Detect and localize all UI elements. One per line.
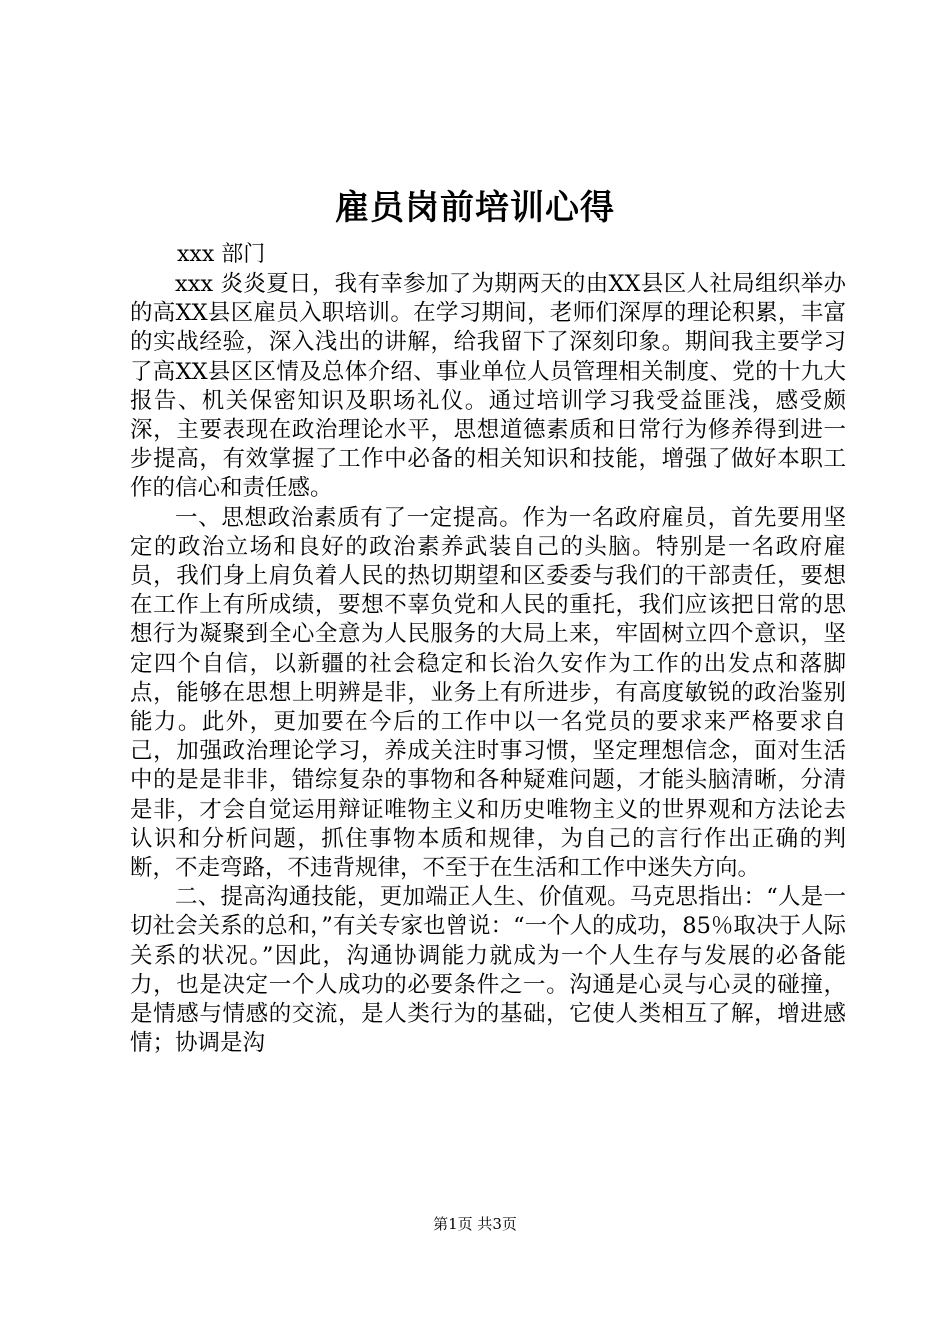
paragraph-political: 一、思想政治素质有了一定提高。作为一名政府雇员，首先要用坚定的政治立场和良好的政治素养武装自己的头脑。特别是一名政府雇员，我们身上肩负着人民的热切期望和区委委与我们的干部责任，要想在工作上有所成绩，要想不辜负党和人民的重托，我们应该把日常的思想行为凝聚到全心全意为人民服务的大局上来，牢固树立四个意识，坚定四个自信，以新疆的社会稳定和长治久安作为工作的出发点和落脚点，能够在思想上明辨是非，业务上有所进步，有高度敏锐的政治鉴别能力。此外，更加要在今后的工作中以一名党员的要求来严格要求自己，加强政治理论学习，养成关注时事习惯，坚定理想信念，面对生活中的是是非非，错综复杂的事物和各种疑难问题，才能头脑清晰，分清是非，才会自觉运用辩证唯物主义和历史唯物主义的世界观和方法论去认识和分析问题，抓住事物本质和规律，为自己的言行作出正确的判断，不走弯路，不违背规律，不至于在生活和工作中迷失方向。 (130, 504, 846, 882)
paragraph-communication: 二、提高沟通技能，更加端正人生、价值观。马克思指出：“人是一切社会关系的总和，”有关专家也曾说：“一个人的成功，85％取决于人际关系的状况。”因此，沟通协调能力就成为一个人生存与发展的必备能力，也是决定一个人成功的必要条件之一。沟通是心灵与心灵的碰撞，是情感与情感的交流，是人类行为的基础，它使人类相互了解，增进感情；协调是沟 (130, 884, 846, 1057)
paragraph-intro: xxx 炎炎夏日，我有幸参加了为期两天的由XX县区人社局组织举办的高XX县区雇员入职培训。在学习期间，老师们深厚的理论积累，丰富的实战经验，深入浅出的讲解，给我留下了深刻印象。期间我主要学习了高XX县区区情及总体介绍、事业单位人员管理相关制度、党的十九大报告、机关保密知识及职场礼仪。通过培训学习我受益匪浅，感受颇深，主要表现在政治理论水平，思想道德素质和日常行为修养得到进一步提高，有效掌握了工作中必备的相关知识和技能，增强了做好本职工作的信心和责任感。 (130, 271, 846, 502)
page-footer: 第1页 共3页 (433, 1215, 517, 1233)
document-title: 雇员岗前培训心得 (335, 188, 615, 228)
department-line: xxx 部门 (177, 242, 266, 267)
document-body (130, 270, 846, 1058)
